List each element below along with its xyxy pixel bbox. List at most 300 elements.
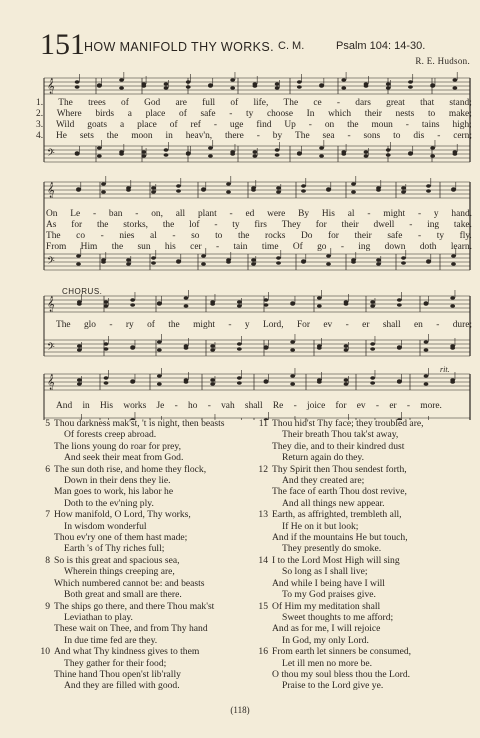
system-2-bass-notehead (151, 256, 156, 260)
lyric-syllable: heav'n, (185, 131, 213, 141)
lyric-syllable: doth (419, 242, 437, 252)
lyric-syllable: lof (189, 220, 200, 230)
system-1-treble-notehead (408, 80, 413, 84)
lyric-syllable: the (106, 131, 119, 141)
lyric-syllable: For (296, 320, 310, 330)
lyric-syllable: storks, (123, 220, 149, 230)
stanza-line: Earth 's of Thy riches full; (64, 543, 165, 555)
stanza-9 (40, 601, 252, 647)
lyric-syllable: for (328, 231, 339, 241)
system-2-bass-notehead (251, 262, 256, 266)
lyric-syllable: - (229, 209, 233, 219)
lyric-syllable: Him (80, 242, 98, 252)
stanza-line: Of Him my meditation shall (272, 600, 381, 612)
system-4-treble-notehead (157, 382, 162, 386)
lyric-syllable: - (229, 109, 233, 119)
lyric-syllable: The (56, 320, 71, 330)
lyric-syllable: safe (200, 109, 216, 119)
lyric-syllable: of (230, 98, 239, 108)
lyric-syllable: of (147, 320, 155, 330)
lyric-syllable: - (418, 231, 422, 241)
stanza-line: Praise to the Lord give ye. (282, 680, 384, 692)
system-4-treble-notehead (397, 379, 402, 383)
lyric-syllable: He (55, 131, 67, 141)
system-1-bass-notehead (430, 146, 435, 150)
system-3-bass-notehead (424, 348, 429, 352)
system-2-treble-notehead (276, 186, 281, 190)
lyric-syllable: a (119, 120, 125, 130)
system-3-treble-notehead (184, 304, 189, 308)
lyric-syllable: to (393, 131, 401, 141)
lyric-syllable: firs (254, 220, 267, 230)
stanza-12 (258, 464, 470, 510)
stanza-number: 8 (45, 554, 50, 566)
lyric-syllable: place (145, 109, 166, 119)
lyric-syllable: safe (387, 231, 403, 241)
system-4-treble-notehead (157, 374, 162, 378)
lyric-syllable: - (347, 131, 351, 141)
system-1-treble-notehead (341, 86, 346, 90)
system-3-bass-notehead (210, 348, 215, 352)
system-3-bass-notehead (344, 348, 349, 352)
system-3-clef: 𝄢 (47, 341, 55, 355)
stanza-line: If He on it but look; (282, 520, 359, 532)
system-2-bass-notehead (226, 260, 231, 264)
system-1-bass-notehead (252, 150, 257, 154)
system-3-treble-notehead (210, 302, 215, 306)
lyric-syllable: en (413, 320, 423, 330)
lyric-syllable: ty (436, 231, 445, 241)
lyric-syllable: for (335, 401, 347, 411)
lyric-syllable: - (406, 401, 411, 411)
system-3-treble-notehead (184, 296, 189, 300)
lyric-syllable: for (71, 220, 83, 230)
lyric-syllable: nests (395, 109, 415, 119)
system-3-treble-notehead (290, 301, 295, 305)
stanza-line: The ships go there, and there Thou mak'st (54, 600, 215, 612)
system-3-bass-notehead (290, 348, 295, 352)
system-1-bass-notehead (75, 151, 80, 155)
stanza-14 (258, 555, 470, 601)
system-1-treble-notehead (164, 82, 169, 86)
system-2-treble-notehead (176, 184, 181, 188)
stanza-column-right (258, 418, 470, 692)
lyric-syllable: They (281, 220, 301, 230)
system-4-treble-notehead (210, 382, 215, 386)
lyric-line-s2-v1 (46, 209, 472, 219)
lyric-syllable: The (295, 131, 310, 141)
system-1-treble-notehead (208, 83, 213, 87)
system-3-bass-notehead (370, 342, 375, 346)
lyric-syllable: al (150, 231, 157, 241)
lyric-syllable: In (306, 109, 315, 119)
stanza-line: And they created are; (282, 475, 365, 487)
stanza-line: These wait on Thee, and from Thy hand (54, 623, 208, 635)
stanza-column-left (40, 418, 252, 692)
lyric-syllable: their (364, 109, 382, 119)
system-2-treble-notehead (376, 188, 381, 192)
lyric-syllable: their (354, 231, 372, 241)
system-2-treble-notehead (351, 182, 356, 186)
system-1-treble-notehead (452, 86, 457, 90)
lyric-line-s1-v1 (36, 98, 472, 108)
lyric-syllable: all (175, 209, 186, 219)
system-2-bass-notehead (101, 260, 106, 264)
system-2-bass-notehead (351, 260, 356, 264)
lyric-syllable: a (127, 109, 132, 119)
system-1-treble-notehead (164, 86, 169, 90)
lyric-syllable: His (100, 401, 114, 411)
system-3-bass-notehead (290, 340, 295, 344)
stanza-line: They die, and to their kindred dust (272, 440, 405, 452)
stanza-line: Earth, as affrighted, trembleth all, (272, 509, 402, 521)
system-1-bass-notehead (319, 154, 324, 158)
lyric-syllable: his (164, 242, 176, 252)
stanza-line: Leviathan to play. (64, 611, 133, 623)
system-4-treble-notehead (104, 381, 109, 385)
lyric-line-s1-v4 (36, 131, 472, 141)
lyric-syllable: by (272, 131, 283, 141)
lyric-syllable: choose (266, 109, 293, 119)
lyric-syllable: ty (246, 109, 254, 119)
composer-credit: R. E. Hudson. (415, 56, 470, 66)
system-2-bass-notehead (201, 254, 206, 258)
lyric-syllable: As (46, 220, 57, 230)
lyric-syllable: dwell (373, 220, 395, 230)
page-number: (118) (230, 705, 250, 715)
stanza-line: Sweet thoughts to me afford; (282, 611, 394, 623)
lyric-syllable: er (362, 320, 370, 330)
lyric-syllable: - (409, 220, 413, 230)
lyric-syllable: - (367, 209, 371, 219)
lyric-syllable: shall (382, 320, 401, 330)
system-1-bass-notehead (408, 151, 413, 155)
stanza-number: 6 (45, 463, 50, 475)
lyric-syllable: - (256, 131, 260, 141)
lyric-syllable: ce (313, 98, 322, 108)
lyric-syllable: al (347, 209, 355, 219)
system-3-bass-notehead (424, 340, 429, 344)
lyric-syllable: moun (371, 120, 393, 130)
system-1-bass-notehead (164, 148, 169, 152)
system-1-bass-notehead (252, 154, 257, 158)
lyric-syllable: - (405, 120, 409, 130)
lyric-syllable: goats (87, 120, 108, 130)
system-3-treble-notehead (130, 303, 135, 307)
stanza-line: O thou my soul bless thou the Lord. (272, 668, 411, 680)
lyric-syllable: From (46, 242, 67, 252)
stanza-line: From earth let sinners be consumed, (272, 646, 412, 658)
stanza-line: They presently do smoke. (282, 543, 382, 555)
system-4-treble-notehead (344, 378, 349, 382)
system-1-bass-notehead (452, 152, 457, 156)
stanza-line: Which numbered cannot be: and beasts (54, 577, 205, 589)
lyric-syllable: the (96, 220, 109, 230)
lyric-syllable: Re (272, 401, 284, 411)
lyric-syllable: stand; (449, 98, 472, 108)
stanza-line: So long as I shall live; (282, 566, 368, 578)
lyric-syllable: moon (131, 131, 153, 141)
system-3-treble-notehead (370, 300, 375, 304)
lyric-syllable: high; (452, 120, 472, 130)
stanza-16 (258, 646, 470, 692)
hymn-meter: C. M. (278, 40, 305, 52)
system-2-treble-notehead (326, 187, 331, 191)
system-2-bass-notehead (276, 256, 281, 260)
system-1-treble-notehead (408, 85, 413, 89)
lyric-syllable: the (237, 231, 250, 241)
system-1-treble-notehead (364, 84, 369, 88)
lyric-syllable: plant (197, 209, 217, 219)
lyric-syllable: - (228, 320, 232, 330)
system-2-bass-notehead (251, 258, 256, 262)
system-1-clef: 𝄢 (47, 147, 55, 161)
system-1-treble-notehead (252, 84, 257, 88)
lyric-syllable: take. (453, 220, 472, 230)
system-1-treble-notehead (275, 82, 280, 86)
system-3-clef: 𝄞 (47, 297, 55, 312)
lyric-syllable: make; (448, 109, 472, 119)
scripture-reference: Psalm 104: 14-30. (336, 40, 426, 52)
lyric-syllable: His (321, 209, 335, 219)
stanza-number: 16 (258, 646, 268, 658)
lyric-syllable: joice (307, 401, 326, 411)
stanza-line: Man goes to work, his labor he (54, 486, 174, 498)
lyric-line-s1-v3 (36, 120, 472, 130)
stanza-line: In due time fed are they. (64, 634, 158, 646)
lyric-line-s2-v3 (46, 231, 472, 241)
system-4-treble-notehead (104, 376, 109, 380)
lyric-syllable: Wild (55, 120, 75, 130)
system-3-bass-notehead (344, 344, 349, 348)
system-3-treble-notehead (77, 302, 82, 306)
stanza-5 (40, 418, 252, 464)
stanza-6 (40, 464, 252, 510)
lyric-syllable: works (123, 401, 147, 411)
stanza-line: And they are filled with good. (64, 680, 180, 692)
system-2-bass-notehead (76, 262, 81, 266)
system-3-treble-notehead (237, 304, 242, 308)
system-2-treble-notehead (201, 187, 206, 191)
lyric-syllable: which (328, 109, 352, 119)
stanza-number: 7 (45, 509, 50, 521)
stanza-line: Return again do they. (282, 452, 364, 464)
lyric-syllable: down (384, 242, 406, 252)
stanza-number: 11 (258, 418, 268, 429)
lyric-syllable: - (172, 231, 176, 241)
lyric-syllable: By (298, 209, 310, 219)
lyric-syllable: - (215, 242, 220, 252)
system-2-treble-notehead (151, 190, 156, 194)
system-2-treble-notehead (126, 188, 131, 192)
system-2-bass-notehead (401, 256, 406, 260)
system-4-clef: 𝄞 (47, 375, 55, 390)
system-1-treble-notehead (97, 83, 102, 87)
system-1-treble-notehead (230, 86, 235, 90)
stanza-number: 5 (45, 418, 50, 429)
system-1-treble-notehead (297, 80, 302, 84)
stanza-line: And while I being have I will (272, 577, 385, 589)
lyric-syllable: sons (363, 131, 381, 141)
lyric-syllable: sea (322, 131, 335, 141)
stanza-line: Of forests creep abroad. (64, 429, 157, 441)
system-1-treble-notehead (119, 78, 124, 82)
lyric-syllable: time (261, 242, 279, 252)
system-4-treble-notehead (450, 380, 455, 384)
system-3-bass-notehead (450, 346, 455, 350)
system-4-treble-notehead (210, 378, 215, 382)
system-1-bass-notehead (119, 152, 124, 156)
hymn-number: 151 (40, 28, 85, 61)
lyric-syllable: - (213, 120, 217, 130)
stanza-number: 12 (258, 463, 268, 475)
lyric-syllable: ho (188, 401, 198, 411)
lyric-syllable: y (433, 209, 439, 219)
stanza-line: Both great and small are there. (64, 589, 182, 601)
system-3-bass-notehead (130, 345, 135, 349)
stanza-line: How manifold, O Lord, Thy works, (54, 509, 191, 521)
lyric-syllable: - (340, 242, 344, 252)
system-3-bass-notehead (157, 340, 162, 344)
system-1-treble-notehead (119, 86, 124, 90)
lyric-syllable: trees (88, 98, 106, 108)
system-1-treble-notehead (319, 83, 324, 87)
system-3-treble-notehead (317, 304, 322, 308)
stanza-line: Thou hid'st Thy face; they troubled are, (272, 418, 424, 429)
lyric-syllable: - (100, 231, 104, 241)
system-1-treble-notehead (430, 83, 435, 87)
system-2-treble-notehead (426, 189, 431, 193)
stanza-number: 9 (45, 600, 50, 612)
stanza-number: 13 (258, 509, 268, 521)
stanza-line: To my God praises give. (282, 589, 376, 601)
lyric-syllable: - (375, 401, 380, 411)
lyric-syllable: of (169, 120, 178, 130)
lyric-syllable: to (215, 231, 223, 241)
lyric-syllable: - (109, 320, 113, 330)
lyric-syllable: might (193, 320, 216, 330)
lyric-syllable: uge (229, 120, 244, 130)
lyric-syllable: the (347, 120, 359, 130)
lyric-syllable: - (308, 120, 312, 130)
system-2-treble-notehead (101, 182, 106, 186)
system-1-bass-notehead (208, 146, 213, 150)
system-2-treble-notehead (276, 190, 281, 194)
lyric-syllable: On (46, 209, 58, 219)
system-2-bass-notehead (376, 258, 381, 262)
system-2-bass-notehead (326, 254, 331, 258)
stanza-number: 10 (40, 646, 50, 658)
lyric-syllable: 4. (36, 131, 44, 141)
system-1-bass-notehead (319, 146, 324, 150)
system-4-treble-notehead (290, 382, 295, 386)
stanza-line: And seek their meat from God. (64, 452, 184, 464)
stanza-line: So is this great and spacious sea, (54, 554, 180, 566)
stanza-line: The sun doth rise, and home they flock, (54, 463, 207, 475)
lyric-syllable: cer (190, 242, 202, 252)
system-3-treble-notehead (450, 296, 455, 300)
stanza-11 (258, 418, 470, 464)
system-1-bass-notehead (97, 146, 102, 150)
lyric-syllable: The (46, 231, 61, 241)
system-1-treble-notehead (75, 85, 80, 89)
lyric-syllable: The (58, 98, 73, 108)
system-4-treble-notehead (370, 376, 375, 380)
system-1-treble-notehead (230, 78, 235, 82)
lyric-syllable: are (175, 98, 187, 108)
system-2-bass-notehead (126, 262, 131, 266)
system-4-treble-notehead (424, 374, 429, 378)
stanza-7 (40, 509, 252, 555)
lyric-syllable: in (165, 131, 173, 141)
stanza-line: In God, my only Lord. (282, 634, 369, 646)
lyric-syllable: so (191, 231, 200, 241)
system-3-treble-notehead (344, 302, 349, 306)
system-1-bass-notehead (275, 153, 280, 157)
system-4-treble-notehead (344, 382, 349, 386)
system-2-bass-notehead (201, 262, 206, 266)
stanza-line: And if the mountains He but touch, (272, 532, 408, 544)
lyric-syllable: learn. (450, 242, 472, 252)
system-1-bass-notehead (341, 152, 346, 156)
stanza-line: The lions young do roar for prey, (54, 440, 181, 452)
system-2-clef: 𝄞 (47, 183, 55, 198)
system-1-bass-notehead (364, 154, 369, 158)
lyric-syllable: - (345, 320, 349, 330)
lyric-syllable: glo (83, 320, 96, 330)
lyric-syllable: of (179, 109, 187, 119)
stanza-line: Their breath Thou tak'st away, (282, 429, 399, 441)
hymn-title: HOW MANIFOLD THY WORKS. (84, 40, 274, 54)
lyric-syllable: might (383, 209, 406, 219)
lyric-syllable: place (137, 120, 157, 130)
system-1-bass-notehead (97, 154, 102, 158)
lyric-syllable: sets (79, 131, 94, 141)
system-3-treble-notehead (370, 304, 375, 308)
stanza-line: And all things new appear. (282, 497, 385, 509)
lyric-syllable: nies (119, 231, 135, 241)
stanza-8 (40, 555, 252, 601)
system-2-treble-notehead (301, 189, 306, 193)
system-4-treble-notehead (317, 380, 322, 384)
stanza-15 (258, 601, 470, 647)
system-3-treble-notehead (424, 301, 429, 305)
system-3-treble-notehead (237, 300, 242, 304)
system-3-bass-notehead (317, 346, 322, 350)
lyric-syllable: Je (156, 401, 165, 411)
system-4-treble-notehead (424, 382, 429, 386)
lyric-syllable: Up (284, 120, 296, 130)
lyric-syllable: dure; (452, 320, 472, 330)
system-2-bass-notehead (426, 259, 431, 263)
stanza-number: 15 (258, 600, 268, 612)
system-4-treble-notehead (370, 381, 375, 385)
stanza-line: Doth to the ev'ning ply. (64, 497, 154, 509)
lyric-syllable: on, (151, 209, 163, 219)
stanza-line: The face of earth Thou dost revive, (272, 486, 407, 498)
lyric-syllable: vah (221, 401, 235, 411)
lyric-syllable: of (121, 98, 129, 108)
lyric-syllable: Le (70, 209, 81, 219)
lyric-syllable: dis (413, 131, 425, 141)
lyric-syllable: ry (125, 320, 134, 330)
system-1-bass-notehead (297, 151, 302, 155)
system-3-bass-notehead (370, 347, 375, 351)
stanza-13 (258, 509, 470, 555)
lyric-syllable: co (76, 231, 86, 241)
system-4-treble-notehead (237, 381, 242, 385)
stanza-line: And what Thy kindness gives to them (54, 646, 200, 658)
